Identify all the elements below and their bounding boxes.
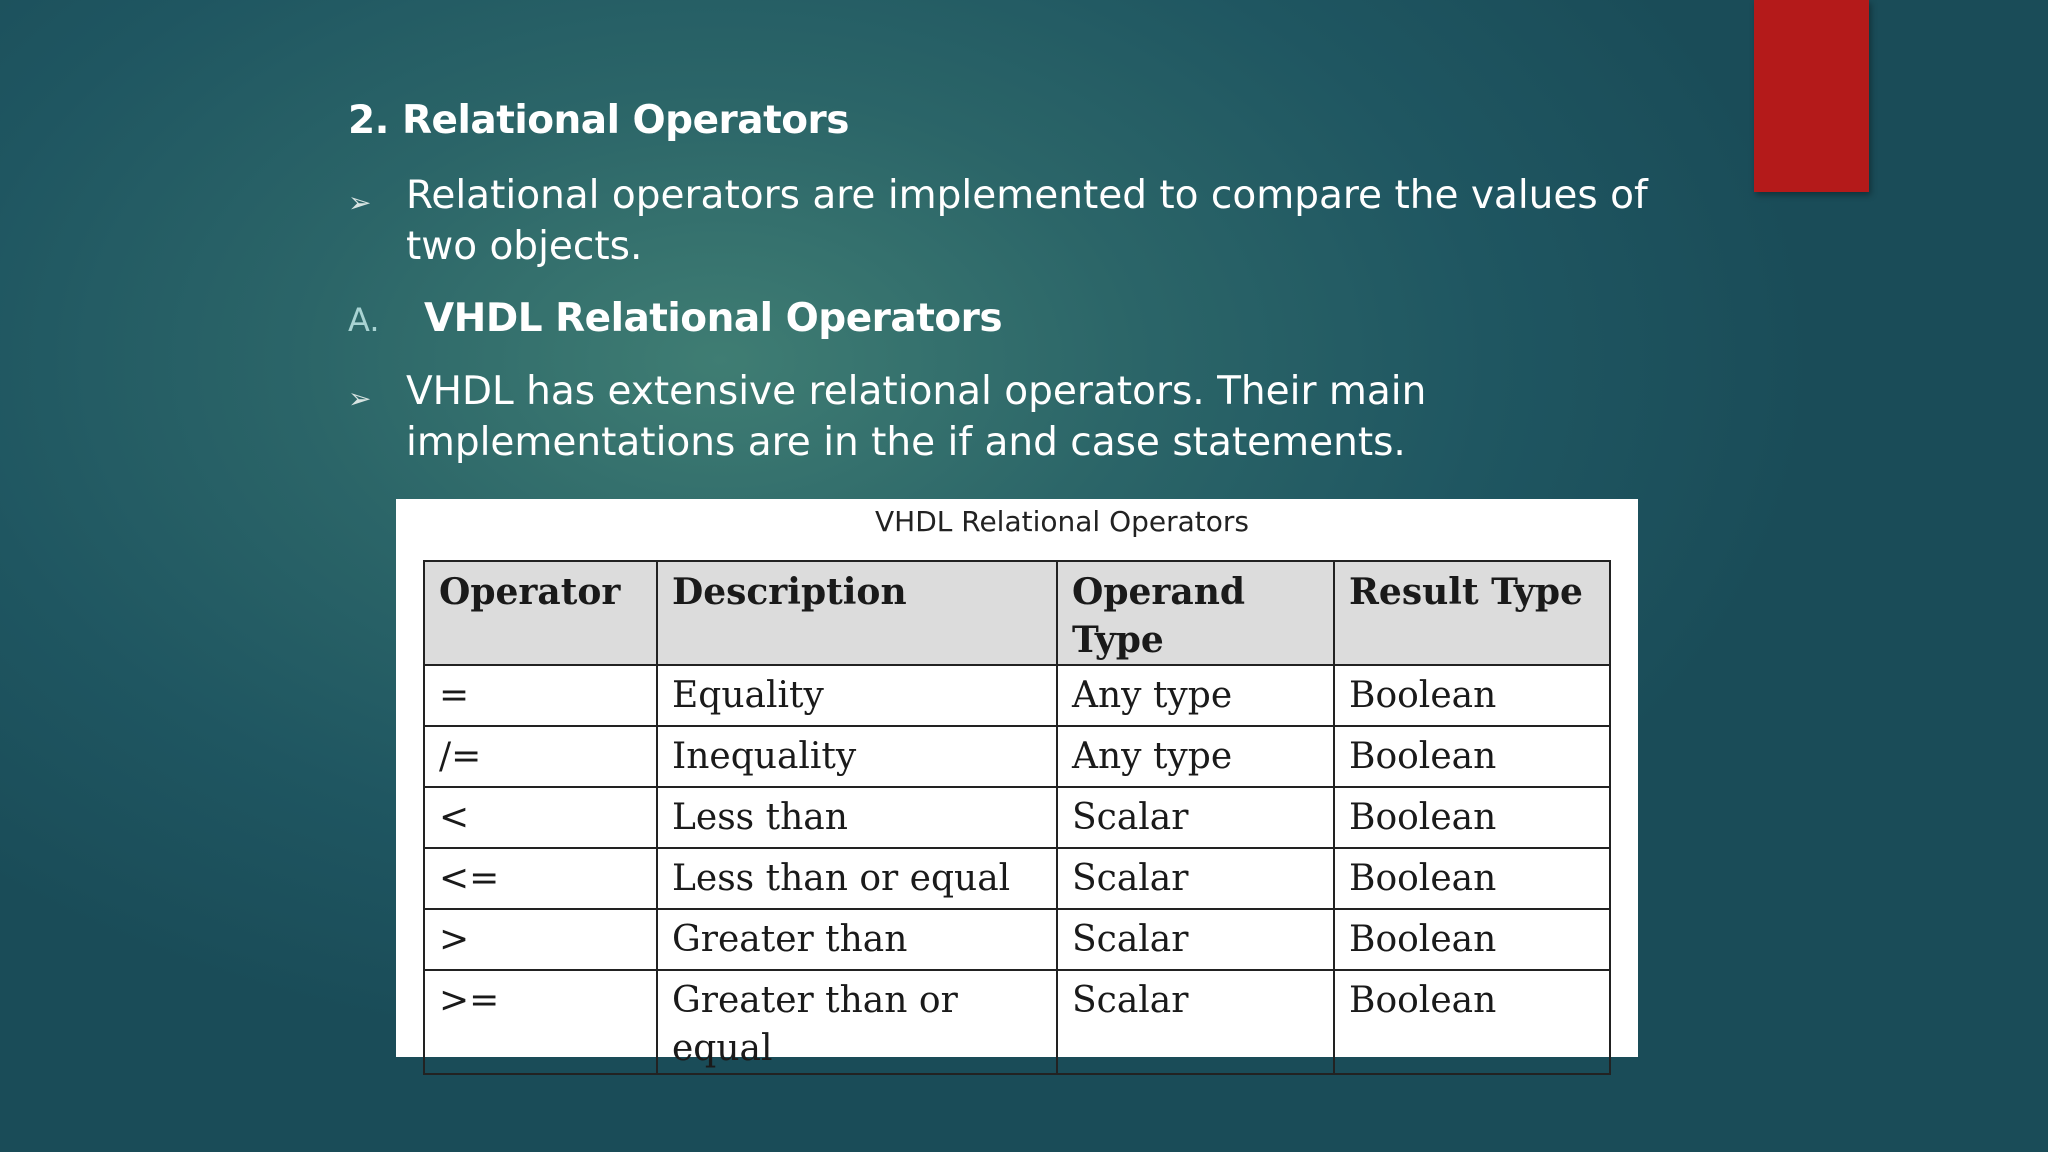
table-header-cell: Operand Type [1057,561,1334,665]
section-label: VHDL Relational Operators [424,296,1003,341]
arrowhead-bullet-icon: ➢ [348,186,372,219]
bullet-text: VHDL has extensive relational operators. Their main implementations are in the if and case statements. [406,369,1427,465]
operators-table [423,560,1611,1075]
table-cell: Any type [1057,665,1334,726]
table-cell: Less than [657,787,1057,848]
table-row [424,726,1610,787]
table-header-row [424,561,1610,665]
bullet-item [348,170,1698,272]
table-cell: Boolean [1334,848,1610,909]
table-header-cell: Description [657,561,1057,665]
table-cell: >= [424,970,657,1074]
table-row [424,787,1610,848]
table-cell: > [424,909,657,970]
table-cell: Boolean [1334,909,1610,970]
table-cell: Greater than [657,909,1057,970]
table-caption: VHDL Relational Operators [874,505,1250,538]
table-row [424,665,1610,726]
table-cell: Boolean [1334,787,1610,848]
table-header-cell: Operator [424,561,657,665]
table-cell: Boolean [1334,970,1610,1074]
table-row [424,970,1610,1074]
table-cell: Boolean [1334,665,1610,726]
table-cell: Equality [657,665,1057,726]
section-subheading [348,296,1002,341]
table-header-cell: Result Type [1334,561,1610,665]
table-cell: Scalar [1057,787,1334,848]
table-cell: Scalar [1057,909,1334,970]
table-cell: Boolean [1334,726,1610,787]
table-cell: = [424,665,657,726]
table-cell: Less than or equal [657,848,1057,909]
section-letter: A. [348,301,380,339]
table-row [424,848,1610,909]
table-cell: Any type [1057,726,1334,787]
table-row [424,909,1610,970]
table-cell: Inequality [657,726,1057,787]
bullet-item [348,366,1698,468]
table-cell: Scalar [1057,970,1334,1074]
table-cell: /= [424,726,657,787]
table-cell: Scalar [1057,848,1334,909]
operators-table-image [396,499,1638,1069]
accent-bar [1754,0,1869,192]
table-cell: < [424,787,657,848]
table-cell: <= [424,848,657,909]
slide-heading: 2. Relational Operators [348,98,849,143]
table-cell: Greater than or equal [657,970,1057,1074]
arrowhead-bullet-icon: ➢ [348,382,372,415]
bullet-text: Relational operators are implemented to compare the values of two objects. [406,173,1648,269]
